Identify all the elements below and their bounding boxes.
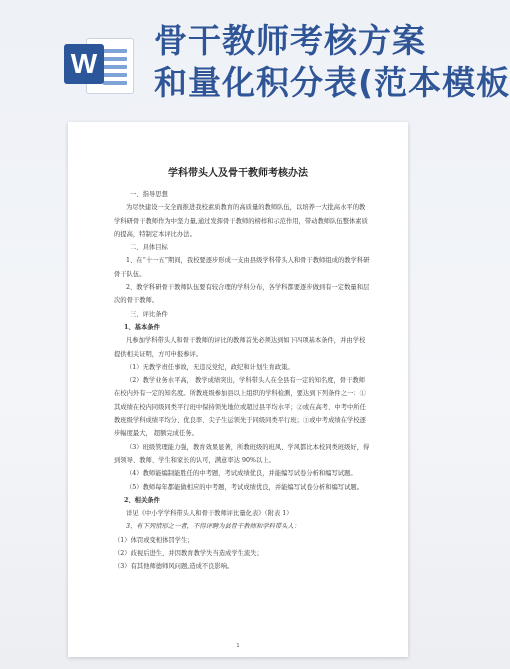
page-number: 1 [236, 643, 240, 649]
document-paragraph: 一、指导思想 [130, 191, 168, 198]
document-paragraph: 详见《中小学学科带头人和骨干教师评比量化表》（附表 1） [126, 510, 293, 518]
document-body [114, 188, 370, 574]
banner-title-line2: 和量化积分表(范本模板 [154, 63, 510, 102]
document-paragraph: 2、相关条件 [124, 496, 160, 504]
document-paragraph: 三、评比条件 [130, 310, 168, 318]
document-page [68, 122, 408, 657]
document-paragraph: （2）歧视后进生，并因教育教学失当造成学生流失； [114, 550, 263, 558]
document-paragraph: （4）教师能编制能胜任的中考题，考试成绩优良，并能编写试卷分析和编写试题。 [126, 470, 357, 478]
banner-title-line1: 骨干教师考核方案 [154, 21, 426, 60]
document-title: 学科带头人及骨干教师考核办法 [168, 168, 308, 179]
banner-title [154, 20, 510, 104]
document-paragraph: （5）教师每年都能做相应的中考题，考试成绩优良，并能编写试卷分析和编写试题。 [126, 483, 363, 491]
word-document-icon [64, 34, 136, 94]
document-paragraph: 1、在“十一五”期间，我校要逐步形成一支由县级学科带头人和骨干教师组成的教学科研骨干队伍。 [114, 257, 370, 278]
word-logo-letter: W [64, 44, 104, 84]
document-paragraph: （3）班级管理能力强，教育效果显著，所教班级的班风、学风都比本校同类班级好，得到领导、教师、学生和家长的认可，满意率达 90%以上。 [114, 443, 370, 464]
document-paragraph: 3、有下列情形之一者，不得评聘为县骨干教师和学科带头人： [126, 523, 301, 531]
document-paragraph: （1）无教学责任事故，无违反党纪，政纪和计划生育政策。 [126, 363, 294, 371]
document-paragraph: 1、基本条件 [124, 323, 160, 331]
document-paragraph: （2）教学业务水平高， 教学成绩突出，学科带头人在全县有一定的知名度，骨干教师在校内外有一定的知名度。所教班级参加县以上组织的学科检测，要达到下列条件之一：①其成绩在校内同级同类平行班中保持领先地位或超过县平均水平；②或在高考、中考中所任教班级学科成绩平均分、优良率、尖子生运领先于同级同类平行班；③或中考成绩在学校逐步幅度最大， 超额完成任务。 [114, 377, 366, 438]
document-paragraph: 二、具体目标 [130, 244, 168, 252]
document-paragraph: （1）体罚或变相体罚学生； [114, 536, 194, 544]
document-paragraph: （3）有其他师德师风问题,造成不良影响。 [114, 563, 234, 571]
banner [0, 0, 510, 118]
document-paragraph: 为尽快建设一支全面推进我校素质教育的高质量的教师队伍，以培养一大批高水平的教学科研骨干教师作为中坚力量,通过发挥骨干教师的榜样和示范作用，带动教师队伍整体素质的提高，特制定本评比办法。 [114, 204, 368, 238]
document-paragraph: 2、教学科研骨干教师队伍要有较合理的学科分布，各学科都要逐步做到有一定数量和层次的骨干教师。 [114, 284, 370, 305]
document-paragraph: 凡参加学科带头人和骨干教师的评比的教师首先必须达到如下四项基本条件，并由学校提供相关证明，方可申报参评。 [114, 337, 366, 358]
